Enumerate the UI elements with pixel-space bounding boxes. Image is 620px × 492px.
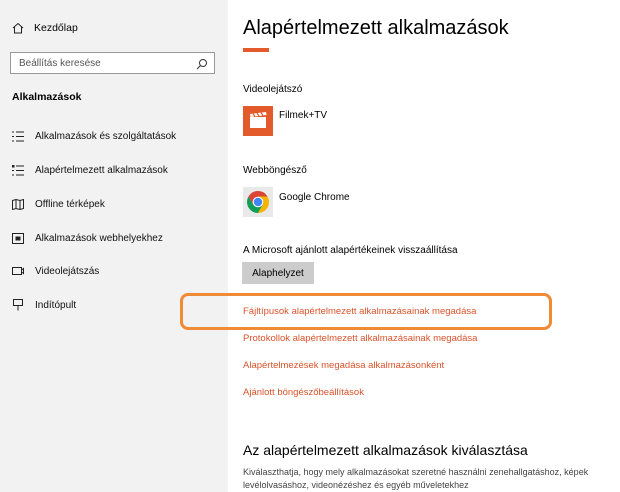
sidebar-item-video-playback[interactable] xyxy=(12,265,99,277)
sidebar-item-label: Videolejátszás xyxy=(35,265,100,277)
web-browser-label: Webböngésző xyxy=(243,165,307,176)
settings-search-input[interactable] xyxy=(10,52,215,74)
sidebar-item-default-apps[interactable] xyxy=(12,164,168,176)
sidebar-section-title: Alkalmazások xyxy=(12,91,82,103)
search-placeholder: Beállítás keresése xyxy=(19,58,101,69)
browser-app-name[interactable]: Google Chrome xyxy=(279,192,350,203)
sidebar-item-label: Offline térképek xyxy=(35,198,105,210)
movies-tv-app-icon[interactable] xyxy=(243,106,273,136)
sidebar-item-apps-features[interactable] xyxy=(12,130,176,142)
video-icon xyxy=(12,265,24,277)
page-title: Alapértelmezett alkalmazások xyxy=(243,17,509,39)
sidebar xyxy=(0,0,228,492)
apps-list-icon xyxy=(12,130,24,142)
section-title: Az alapértelmezett alkalmazások kiválasztása xyxy=(243,442,528,458)
link-file-type-defaults[interactable]: Fájltípusok alapértelmezett alkalmazásainak megadása xyxy=(243,306,477,317)
sidebar-item-startup[interactable] xyxy=(12,299,76,311)
sidebar-item-offline-maps[interactable] xyxy=(12,198,105,210)
web-apps-icon xyxy=(12,232,24,244)
chrome-app-icon[interactable] xyxy=(243,187,273,217)
link-protocol-defaults[interactable]: Protokollok alapértelmezett alkalmazásainak megadása xyxy=(243,333,478,344)
sidebar-item-label: Alkalmazások webhelyekhez xyxy=(35,232,163,244)
home-link[interactable] xyxy=(12,22,78,34)
video-player-label: Videolejátszó xyxy=(243,84,303,95)
highlight-annotation xyxy=(180,293,552,330)
reset-label: A Microsoft ajánlott alapértékeinek visszaállítása xyxy=(243,245,458,256)
default-apps-icon xyxy=(12,164,24,176)
search-icon[interactable] xyxy=(196,58,208,70)
link-defaults-by-app[interactable]: Alapértelmezések megadása alkalmazásonként xyxy=(243,360,445,371)
link-browser-settings[interactable]: Ajánlott böngészőbeállítások xyxy=(243,387,364,398)
video-app-name[interactable]: Filmek+TV xyxy=(279,110,328,121)
section-description: Kiválaszthatja, hogy mely alkalmazásokat szeretné használni zenehallgatáshoz, képek levélolvasáshoz, videonézéshez és egyéb műveletekhez xyxy=(243,467,589,490)
sidebar-item-web-apps[interactable] xyxy=(12,232,163,244)
home-label: Kezdőlap xyxy=(34,22,78,34)
reset-button[interactable]: Alaphelyzet xyxy=(242,262,314,284)
sidebar-item-label: Indítópult xyxy=(35,299,77,311)
sidebar-item-label: Alkalmazások és szolgáltatások xyxy=(35,130,177,142)
startup-icon xyxy=(12,299,24,311)
map-icon xyxy=(12,198,24,210)
title-accent-bar xyxy=(243,48,269,52)
home-icon xyxy=(12,22,24,34)
sidebar-item-label: Alapértelmezett alkalmazások xyxy=(35,164,168,176)
